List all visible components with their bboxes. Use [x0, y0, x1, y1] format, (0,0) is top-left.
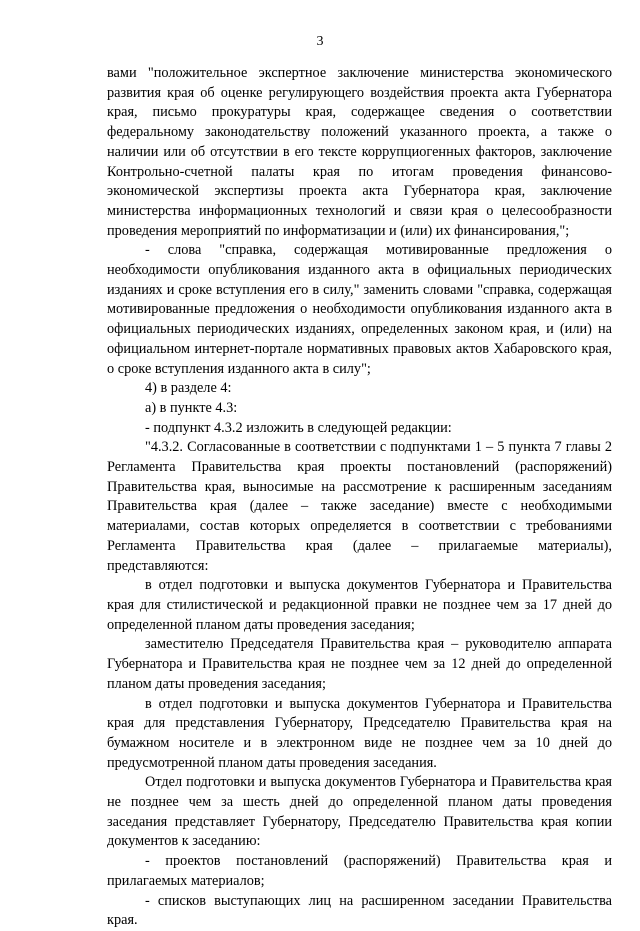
paragraph-section-4: 4) в разделе 4: — [145, 380, 232, 397]
paragraph-department-copies: Отдел подготовки и выпуска документов Губернатора и Правительства края не позднее чем за шесть дней до определенной планом даты проведения заседания представляет Губернатору, Председателю Правительства края копии документов к заседанию: — [107, 774, 612, 850]
paragraph-words-replacement: - слова "справка, содержащая мотивированные предложения о необходимости опубликования изданного акта в официальных периодических изданиях и сроке вступления его в силу," заменить словами "справка, содержащая мотивированные предложения о необходимости опубликования изданного акта в официальных периодических изданиях, определенных законом края, и (или) на официальном интернет-портале нормативных правовых актов Хабаровского края, о сроке вступления изданного акта в силу"; — [107, 242, 612, 377]
paragraph-list-drafts: - проектов постановлений (распоряжений) Правительства края и прилагаемых материалов; — [107, 853, 612, 889]
paragraph-item-editing: в отдел подготовки и выпуска документов Губернатора и Правительства края для стилистической и редакционной правки не позднее чем за 17 дней до определенной планом даты проведения заседания; — [107, 577, 612, 633]
paragraph-list-speakers: - списков выступающих лиц на расширенном заседании Правительства края. — [107, 892, 612, 929]
paragraph-continuation: вами "положительное экспертное заключение министерства экономического развития края об оценке регулирующего воздействия проекта акта Губернатора края, письмо прокуратуры края, содержащее сведения о соответствии федеральному законодательству положений указанного проекта, а также о наличии или об отсутствии в его тексте коррупциогенных факторов, заключение Контрольно-счетной палаты края по итогам проведения финансово-экономической экспертизы проекта акта Губернатора края, заключение министерства информационных технологий и связи края о целесообразности проведения мероприятий по информатизации и (или) их финансирования,"; — [107, 65, 612, 239]
paragraph-item-governor: в отдел подготовки и выпуска документов Губернатора и Правительства края для представления Губернатору, Председателю Правительства края на бумажном носителе и в электронном виде не позднее чем за 10 дней до предусмотренной планом даты проведения заседания. — [107, 695, 612, 771]
paragraph-subpoint-4-3-2-intro: - подпункт 4.3.2 изложить в следующей редакции: — [145, 419, 452, 436]
paragraph-point-4-3: а) в пункте 4.3: — [145, 399, 238, 416]
document-body — [107, 64, 612, 931]
paragraph-item-deputy: заместителю Председателя Правительства края – руководителю аппарата Губернатора и Правительства края не позднее чем за 12 дней до определенной планом даты проведения заседания; — [107, 636, 612, 692]
paragraph-subpoint-4-3-2-text: "4.3.2. Согласованные в соответствии с подпунктами 1 – 5 пункта 7 главы 2 Регламента Правительства края проекты постановлений (распоряжений) Правительства края, выносимые на рассмотрение к расширенным заседаниям Правительства края (далее – также заседание) вместе с необходимыми материалами, состав которых определяется в соответствии с требованиями Регламента Правительства края (далее – прилагаемые материалы), представляются: — [107, 439, 612, 574]
page-number: 3 — [316, 34, 324, 49]
